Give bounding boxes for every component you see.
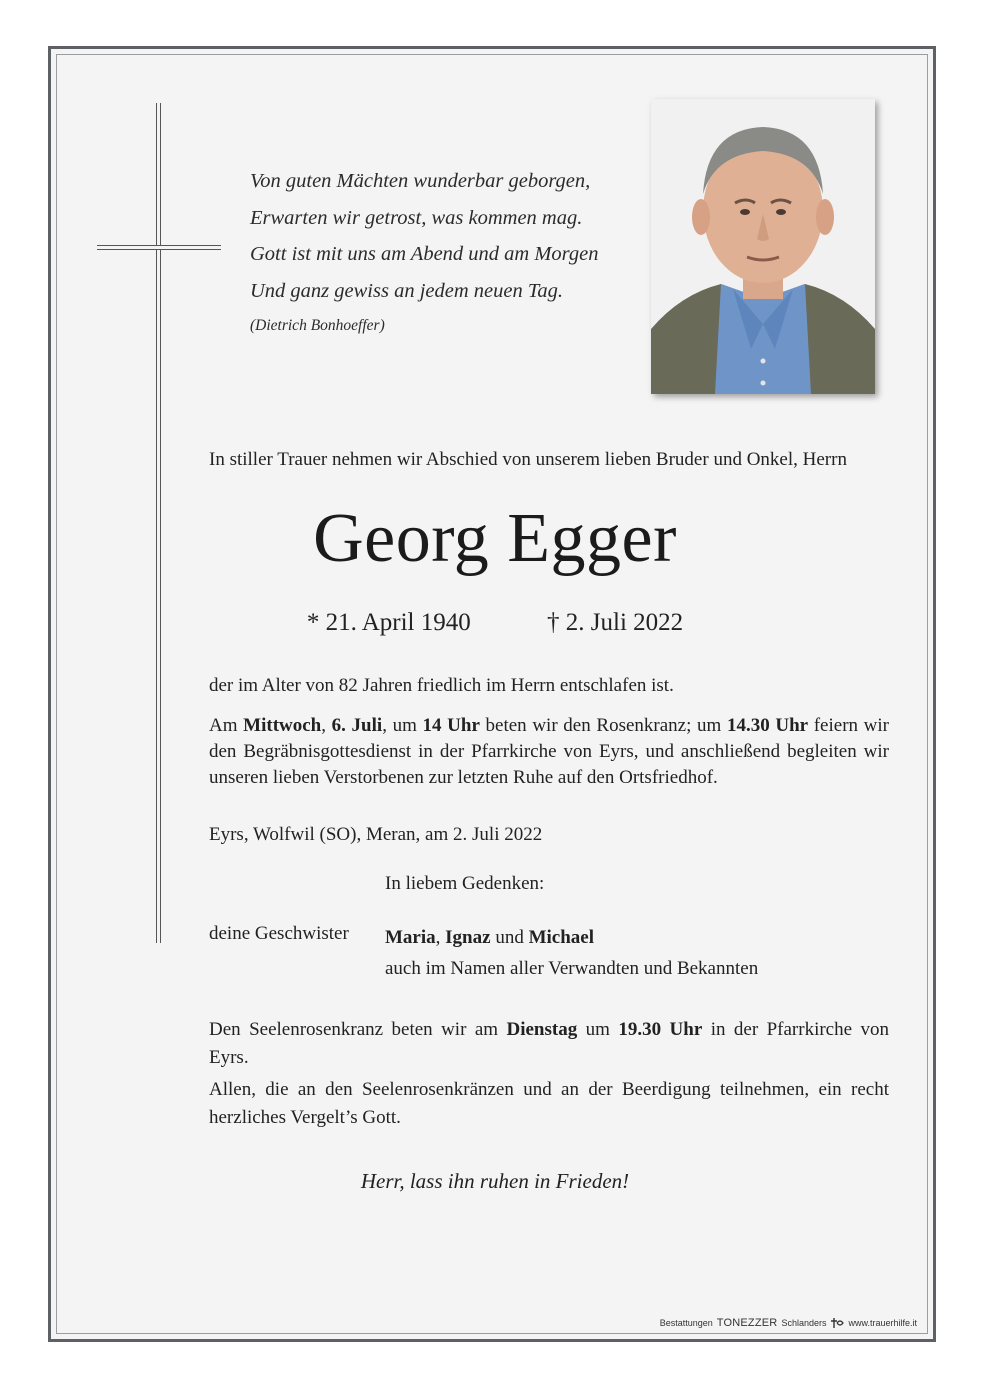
- text-run: Am: [209, 715, 244, 736]
- text-run: feiern wir den Begräbnisgottesdienst in der Pfarrkirche von Eyrs, und anschließend begleiten wir unseren lieben Verstorbenen zur letzten Ruhe auf den Ortsfriedhof.: [209, 715, 890, 788]
- siblings: [385, 923, 758, 984]
- footer-url[interactable]: www.trauerhilfe.it: [848, 1318, 917, 1328]
- portrait-photo: [651, 99, 875, 394]
- sibling-name: Ignaz: [445, 927, 491, 948]
- sibling-name: Maria: [385, 927, 436, 948]
- closing-prayer: Herr, lass ihn ruhen in Frieden!: [360, 1169, 630, 1193]
- poem-line: Gott ist mit uns am Abend und am Morgen: [250, 243, 599, 265]
- text-run: ,: [321, 715, 332, 736]
- text-run: um: [577, 1019, 619, 1040]
- birth-date: * 21. April 1940: [306, 609, 471, 636]
- day-name: Dienstag: [506, 1019, 578, 1040]
- day-name: Mittwoch: [243, 715, 322, 736]
- poem: [250, 163, 599, 341]
- poem-author: (Dietrich Bonhoeffer): [250, 317, 385, 334]
- obituary-card: [48, 46, 936, 1342]
- separator: ,: [435, 927, 446, 948]
- date: 6. Juli: [331, 715, 383, 736]
- footer-brand: TONEZZER: [716, 1317, 778, 1329]
- funeral-details: [209, 713, 889, 791]
- poem-line: Und ganz gewiss an jedem neuen Tag.: [250, 279, 563, 302]
- sibling-name: Michael: [528, 927, 594, 948]
- time: 14.30 Uhr: [726, 715, 809, 736]
- age-line: der im Alter von 82 Jahren friedlich im Herrn entschlafen ist.: [209, 675, 674, 696]
- rosary-notice: [209, 1016, 889, 1072]
- footer-prefix: Bestattungen: [659, 1318, 713, 1328]
- place-and-date: Eyrs, Wolfwil (SO), Meran, am 2. Juli 2022: [209, 824, 543, 845]
- siblings-names: [385, 923, 758, 954]
- intro-text: In stiller Trauer nehmen wir Abschied von unserem lieben Bruder und Onkel, Herrn: [209, 449, 847, 470]
- portrait-illustration: [651, 99, 875, 394]
- deceased-name: Georg Egger: [313, 500, 677, 577]
- poem-line: Erwarten wir getrost, was kommen mag.: [250, 206, 583, 229]
- text-run: Den Seelenrosenkranz beten wir am: [209, 1019, 507, 1040]
- time: 14 Uhr: [422, 715, 480, 736]
- time: 19.30 Uhr: [618, 1019, 703, 1040]
- poem-line: Von guten Mächten wunderbar geborgen,: [250, 170, 591, 192]
- death-date: † 2. Juli 2022: [547, 609, 684, 636]
- text-run: in der Pfarrkirche von Eyrs.: [209, 1019, 889, 1068]
- footer: [660, 1317, 917, 1329]
- separator: und: [490, 927, 529, 948]
- siblings-relatives: auch im Namen aller Verwandten und Bekannten: [385, 957, 759, 979]
- cross-horizontal-beam: [97, 245, 221, 250]
- siblings-label: deine Geschwister: [209, 923, 349, 944]
- text-run: beten wir den Rosenkranz; um: [479, 715, 727, 736]
- memory-line: In liebem Gedenken:: [385, 873, 545, 894]
- thanks-text: Allen, die an den Seelenrosenkränzen und an der Beerdigung teilnehmen, ein recht herzliches Vergelt’s Gott.: [209, 1079, 889, 1128]
- life-dates: [51, 609, 939, 637]
- text-run: , um: [382, 715, 423, 736]
- trauerhilfe-logo-icon: [830, 1317, 844, 1329]
- footer-city: Schlanders: [781, 1318, 827, 1328]
